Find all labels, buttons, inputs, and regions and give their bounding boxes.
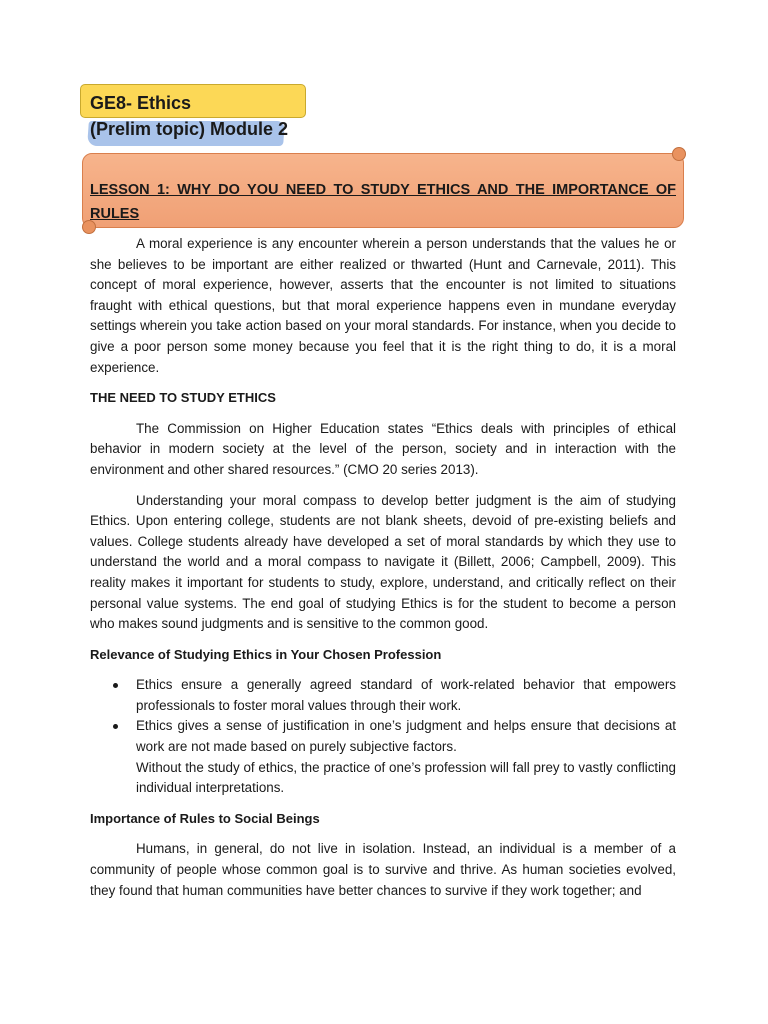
bullet-icon bbox=[113, 724, 118, 729]
without-ethics-paragraph: Without the study of ethics, the practice of one’s profession will fall prey to vastly conflicting individual interpretations. bbox=[136, 759, 676, 796]
list-item bbox=[90, 716, 676, 757]
rules-heading: Importance of Rules to Social Beings bbox=[90, 810, 320, 826]
intro-paragraph: A moral experience is any encounter wherein a person understands that the values he or she believes to be important are either realized or thwarted (Hunt and Carnevale, 2011). This concept of moral experience, however, asserts that the encounter is not limited to situations fraught with ethical questions, but that moral experience happens even in mundane everyday settings wherein you take action based on your moral standards. For instance, when you decide to give a poor person some money because you feel that it is the right thing to do, it is a moral experience. bbox=[90, 236, 676, 375]
need-to-study-heading: THE NEED TO STUDY ETHICS bbox=[90, 390, 276, 406]
relevance-heading: Relevance of Studying Ethics in Your Chosen Profession bbox=[90, 646, 442, 662]
scroll-curl-right bbox=[672, 147, 686, 161]
list-item-text: Ethics ensure a generally agreed standard of work-related behavior that empowers professionals to foster moral values through their work. bbox=[136, 677, 676, 713]
moral-compass-paragraph: Understanding your moral compass to develop better judgment is the aim of studying Ethics. Upon entering college, students are not blank sheets, devoid of pre-existing beliefs and values. College students already have developed a set of moral standards by which they use to understand the world and a moral compass to navigate it (Billett, 2006; Campbell, 2009). This reality makes it important for students to study, explore, understand, and critically reflect on their personal value systems. The end goal of studying Ethics is for the student to become a person who makes sound judgments and is sensitive to the common good. bbox=[90, 492, 676, 632]
list-item-text: Ethics gives a sense of justification in one’s judgment and helps ensure that decisions at work are not made based on purely subjective factors. bbox=[136, 718, 676, 755]
relevance-list bbox=[90, 675, 676, 757]
humans-paragraph: Humans, in general, do not live in isolation. Instead, an individual is a member of a community of people whose common goal is to survive and thrive. As human societies evolved, they found that human communities have better chances to survive if they work together; and bbox=[90, 841, 676, 898]
bullet-icon bbox=[113, 683, 118, 688]
list-item bbox=[90, 675, 676, 716]
document-body bbox=[90, 234, 676, 901]
module-title: (Prelim topic) Module 2 bbox=[90, 119, 289, 139]
course-title: GE8- Ethics bbox=[90, 93, 192, 113]
lesson-title: LESSON 1: WHY DO YOU NEED TO STUDY ETHICS AND THE IMPORTANCE OF RULES bbox=[90, 182, 676, 222]
ched-paragraph: The Commission on Higher Education states “Ethics deals with principles of ethical behavior in modern society at the level of the person, society and in interaction with the environment and other shared resources.” (CMO 20 series 2013). bbox=[90, 420, 676, 477]
